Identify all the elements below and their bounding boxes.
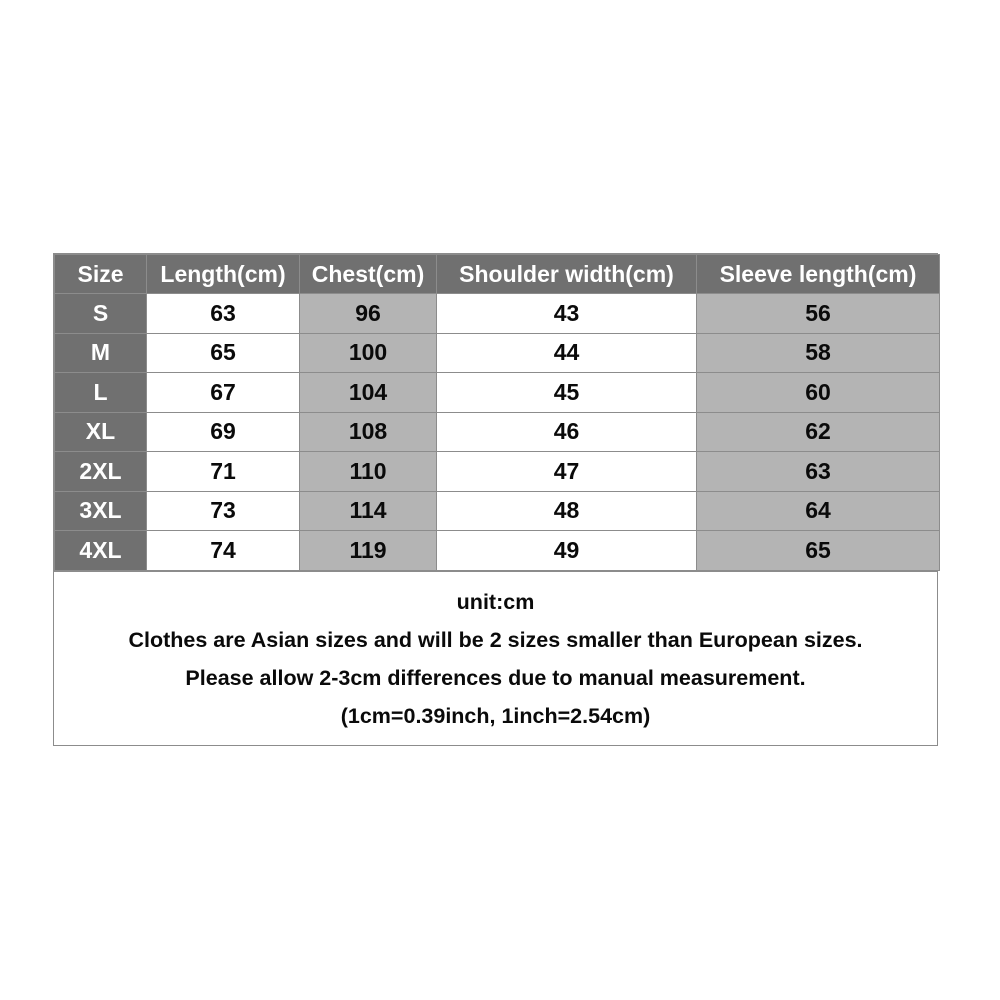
sleeve-cell: 60	[697, 373, 940, 413]
length-cell: 71	[147, 452, 300, 492]
size-cell: M	[55, 333, 147, 373]
chest-cell: 108	[300, 412, 437, 452]
table-row	[55, 294, 940, 334]
sleeve-cell: 63	[697, 452, 940, 492]
header-size: Size	[55, 255, 147, 294]
size-cell: S	[55, 294, 147, 334]
asian-size-note: Clothes are Asian sizes and will be 2 sizes smaller than European sizes.	[128, 628, 863, 652]
chest-cell: 110	[300, 452, 437, 492]
length-cell: 63	[147, 294, 300, 334]
table-row	[55, 412, 940, 452]
header-row	[55, 255, 940, 294]
shoulder-cell: 45	[437, 373, 697, 413]
size-cell: 4XL	[55, 531, 147, 571]
chest-cell: 114	[300, 491, 437, 531]
table-row	[55, 452, 940, 492]
shoulder-cell: 48	[437, 491, 697, 531]
size-chart	[53, 253, 938, 746]
length-cell: 73	[147, 491, 300, 531]
sleeve-cell: 65	[697, 531, 940, 571]
header-shoulder-width: Shoulder width(cm)	[437, 255, 697, 294]
measurement-note: Please allow 2-3cm differences due to manual measurement.	[185, 666, 806, 690]
table-row	[55, 491, 940, 531]
unit-note: unit:cm	[456, 590, 535, 614]
size-cell: 3XL	[55, 491, 147, 531]
table-row	[55, 373, 940, 413]
sleeve-cell: 58	[697, 333, 940, 373]
header-sleeve-length: Sleeve length(cm)	[697, 255, 940, 294]
size-cell: 2XL	[55, 452, 147, 492]
header-length: Length(cm)	[147, 255, 300, 294]
chest-cell: 119	[300, 531, 437, 571]
conversion-note: (1cm=0.39inch, 1inch=2.54cm)	[340, 704, 651, 728]
shoulder-cell: 49	[437, 531, 697, 571]
notes-panel	[54, 571, 937, 745]
header-chest: Chest(cm)	[300, 255, 437, 294]
shoulder-cell: 43	[437, 294, 697, 334]
shoulder-cell: 46	[437, 412, 697, 452]
length-cell: 69	[147, 412, 300, 452]
length-cell: 74	[147, 531, 300, 571]
sleeve-cell: 62	[697, 412, 940, 452]
chest-cell: 104	[300, 373, 437, 413]
table-row	[55, 531, 940, 571]
length-cell: 67	[147, 373, 300, 413]
size-cell: L	[55, 373, 147, 413]
shoulder-cell: 47	[437, 452, 697, 492]
shoulder-cell: 44	[437, 333, 697, 373]
sleeve-cell: 56	[697, 294, 940, 334]
size-table	[54, 254, 940, 571]
chest-cell: 100	[300, 333, 437, 373]
chest-cell: 96	[300, 294, 437, 334]
length-cell: 65	[147, 333, 300, 373]
table-row	[55, 333, 940, 373]
size-cell: XL	[55, 412, 147, 452]
sleeve-cell: 64	[697, 491, 940, 531]
